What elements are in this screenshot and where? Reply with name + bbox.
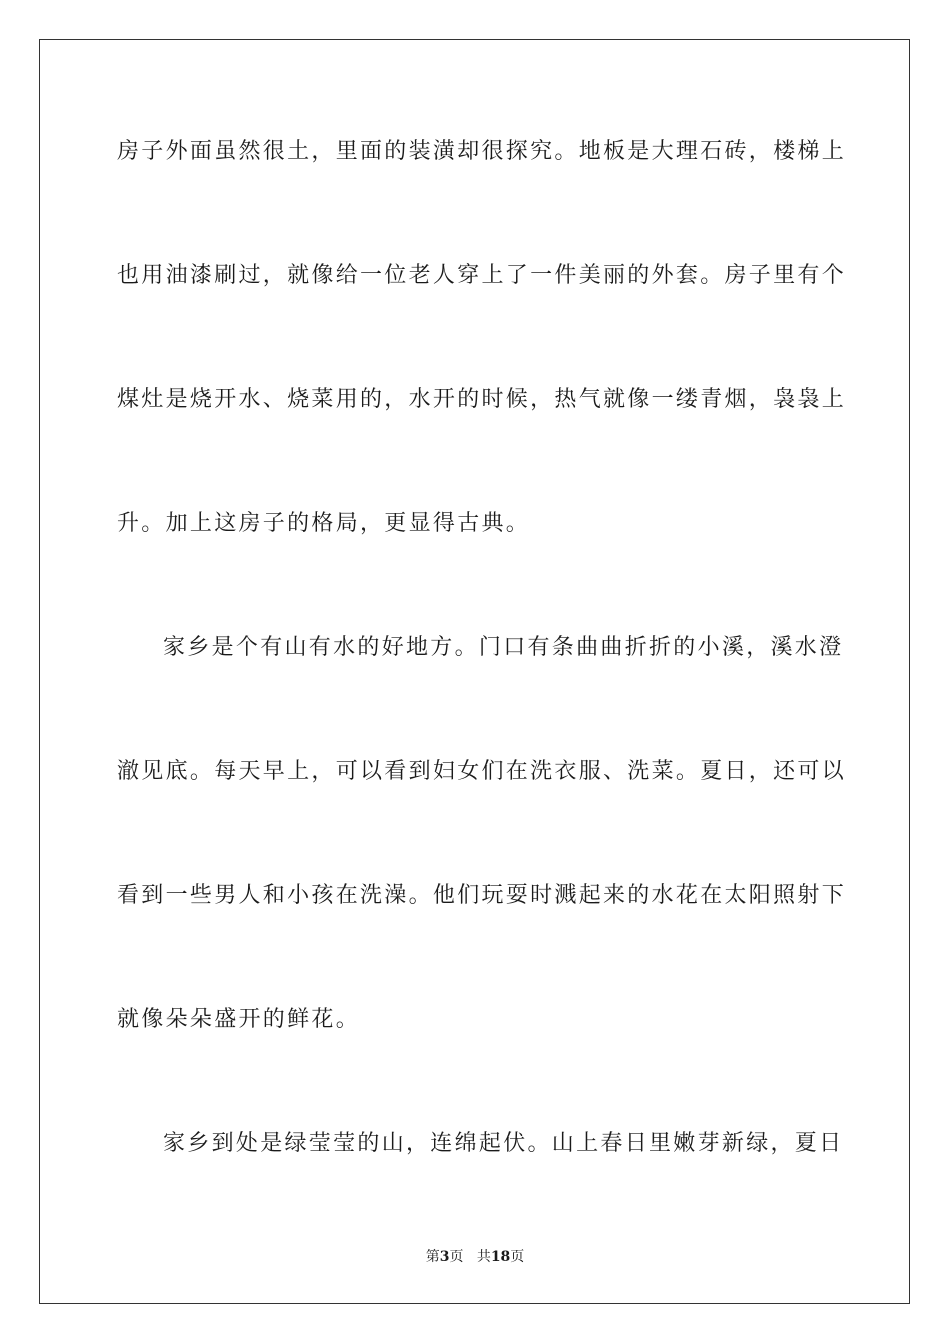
text-line-7: 看到一些男人和小孩在洗澡。他们玩耍时溅起来的水花在太阳照射下 bbox=[117, 883, 847, 908]
paragraph-start-line-5: 家乡是个有山有水的好地方。门口有条曲曲折折的小溪，溪水澄 bbox=[163, 635, 844, 660]
text-line-1: 房子外面虽然很土，里面的装潢却很探究。地板是大理石砖，楼梯上 bbox=[117, 139, 847, 164]
text-line-6: 澈见底。每天早上，可以看到妇女们在洗衣服、洗菜。夏日，还可以 bbox=[117, 759, 847, 784]
paragraph-start-line-9: 家乡到处是绿莹莹的山，连绵起伏。山上春日里嫩芽新绿，夏日 bbox=[163, 1131, 844, 1156]
total-prefix: 共 bbox=[476, 1249, 491, 1265]
page-border bbox=[39, 39, 910, 1304]
page-suffix: 页 bbox=[449, 1249, 464, 1265]
total-suffix: 页 bbox=[510, 1249, 525, 1265]
total-pages: 18 bbox=[490, 1249, 511, 1265]
text-line-3: 煤灶是烧开水、烧菜用的，水开的时候，热气就像一缕青烟，袅袅上 bbox=[117, 387, 847, 412]
text-line-2: 也用油漆刷过，就像给一位老人穿上了一件美丽的外套。房子里有个 bbox=[117, 263, 847, 288]
page-number: 3 bbox=[439, 1249, 450, 1265]
text-line-8: 就像朵朵盛开的鲜花。 bbox=[117, 1007, 361, 1032]
page-prefix: 第 bbox=[425, 1249, 440, 1265]
page-footer bbox=[0, 1248, 950, 1266]
text-line-4: 升。加上这房子的格局，更显得古典。 bbox=[117, 511, 531, 536]
